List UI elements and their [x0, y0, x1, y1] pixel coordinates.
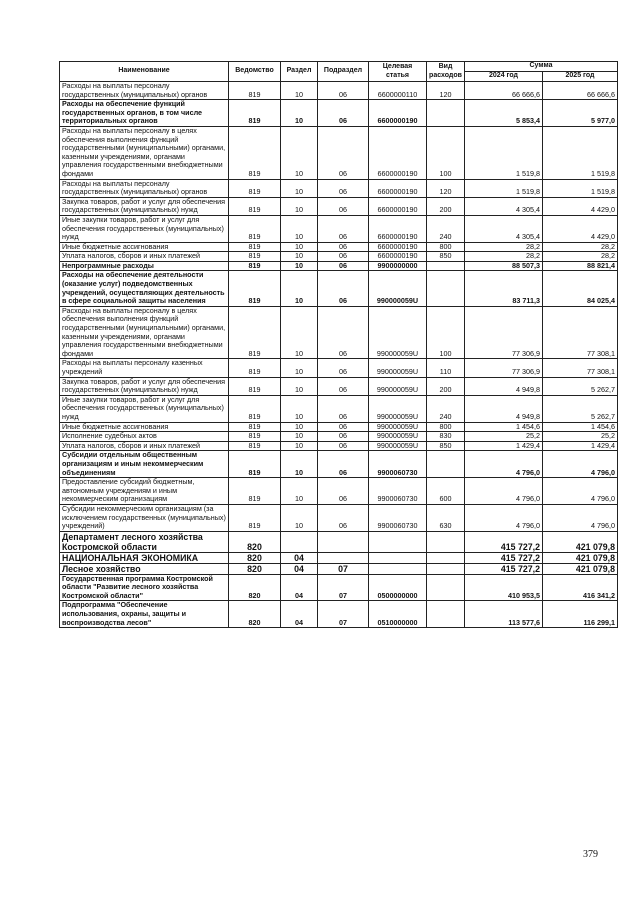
row-celevaya-statya: 9900000000	[369, 261, 427, 271]
row-vid-raskhodov: 200	[427, 197, 465, 215]
row-celevaya-statya: 990000059U	[369, 395, 427, 422]
row-vedomstvo: 820	[229, 552, 281, 563]
row-name: Иные бюджетные ассигнования	[60, 242, 229, 252]
row-celevaya-statya: 990000059U	[369, 377, 427, 395]
table-row	[60, 215, 618, 242]
table-row	[60, 478, 618, 505]
row-razdel	[281, 531, 318, 552]
row-name: Субсидии некоммерческим организациям (за исключением государственных (муниципальных) учреждений)	[60, 504, 229, 531]
row-sum-2024: 1 454,6	[465, 422, 543, 432]
row-sum-2024: 28,2	[465, 252, 543, 262]
row-sum-2025: 1 519,8	[543, 126, 618, 179]
row-razdel: 10	[281, 478, 318, 505]
row-celevaya-statya: 9900060730	[369, 504, 427, 531]
row-vedomstvo: 819	[229, 242, 281, 252]
row-celevaya-statya: 9900060730	[369, 478, 427, 505]
row-sum-2024: 4 796,0	[465, 451, 543, 478]
row-razdel: 10	[281, 271, 318, 306]
row-sum-2025: 421 079,8	[543, 552, 618, 563]
row-razdel: 10	[281, 179, 318, 197]
row-vid-raskhodov	[427, 531, 465, 552]
col-header-razdel: Раздел	[281, 62, 318, 82]
row-celevaya-statya: 0500000000	[369, 574, 427, 601]
row-razdel: 10	[281, 252, 318, 262]
row-vid-raskhodov: 100	[427, 306, 465, 359]
row-sum-2025: 5 977,0	[543, 100, 618, 127]
row-vedomstvo: 819	[229, 478, 281, 505]
table-row	[60, 601, 618, 628]
header-row	[60, 62, 618, 72]
row-vedomstvo: 820	[229, 574, 281, 601]
row-sum-2025: 5 262,7	[543, 395, 618, 422]
row-sum-2024: 4 796,0	[465, 504, 543, 531]
row-vedomstvo: 819	[229, 395, 281, 422]
row-name: Расходы на выплаты персоналу в целях обеспечения выполнения функций государственными (муниципальными) органами, казенными учреждениями, органами управления государственными внебюджетными фондами	[60, 306, 229, 359]
row-razdel: 10	[281, 395, 318, 422]
row-celevaya-statya	[369, 563, 427, 574]
row-sum-2025: 84 025,4	[543, 271, 618, 306]
row-name: Расходы на выплаты персоналу казенных учреждений	[60, 359, 229, 377]
row-name: Расходы на выплаты персоналу государственных (муниципальных) органов	[60, 82, 229, 100]
row-celevaya-statya: 990000059U	[369, 441, 427, 451]
row-vid-raskhodov: 800	[427, 422, 465, 432]
row-sum-2024: 415 727,2	[465, 531, 543, 552]
row-razdel: 10	[281, 422, 318, 432]
row-vedomstvo: 819	[229, 359, 281, 377]
row-razdel: 10	[281, 261, 318, 271]
row-celevaya-statya: 6600000190	[369, 252, 427, 262]
row-vid-raskhodov: 630	[427, 504, 465, 531]
table-row	[60, 451, 618, 478]
row-vid-raskhodov	[427, 271, 465, 306]
row-vid-raskhodov: 240	[427, 395, 465, 422]
row-vedomstvo: 819	[229, 377, 281, 395]
row-vid-raskhodov: 110	[427, 359, 465, 377]
row-sum-2025: 421 079,8	[543, 531, 618, 552]
row-name: Расходы на выплаты персоналу в целях обеспечения выполнения функций государственными (муниципальными) органами, казенными учреждениями, органами управления государственными внебюджетными фондами	[60, 126, 229, 179]
row-podrazdel: 06	[318, 377, 369, 395]
row-vedomstvo: 819	[229, 100, 281, 127]
row-podrazdel: 06	[318, 261, 369, 271]
row-podrazdel: 06	[318, 126, 369, 179]
row-sum-2025: 1 454,6	[543, 422, 618, 432]
row-vid-raskhodov: 800	[427, 242, 465, 252]
row-vedomstvo: 819	[229, 215, 281, 242]
table-row	[60, 422, 618, 432]
table-row	[60, 242, 618, 252]
row-podrazdel: 06	[318, 197, 369, 215]
row-vedomstvo: 819	[229, 441, 281, 451]
row-podrazdel: 06	[318, 82, 369, 100]
row-sum-2024: 1 429,4	[465, 441, 543, 451]
row-name: Предоставление субсидий бюджетным, автономным учреждениям и иным некоммерческим организациям	[60, 478, 229, 505]
row-vid-raskhodov: 600	[427, 478, 465, 505]
row-celevaya-statya: 9900060730	[369, 451, 427, 478]
row-sum-2024: 4 305,4	[465, 215, 543, 242]
table-row	[60, 574, 618, 601]
row-podrazdel: 06	[318, 306, 369, 359]
row-vid-raskhodov	[427, 451, 465, 478]
row-podrazdel: 06	[318, 271, 369, 306]
row-vid-raskhodov: 830	[427, 432, 465, 442]
row-name: Расходы на обеспечение деятельности (оказание услуг) подведомственных учреждений, осуществляющих деятельность в сфере социальной защиты населения	[60, 271, 229, 306]
row-sum-2024: 4 949,8	[465, 377, 543, 395]
row-sum-2025: 4 796,0	[543, 478, 618, 505]
row-sum-2024: 4 305,4	[465, 197, 543, 215]
table-row	[60, 395, 618, 422]
row-vedomstvo: 819	[229, 451, 281, 478]
row-vid-raskhodov	[427, 100, 465, 127]
row-sum-2025: 77 308,1	[543, 359, 618, 377]
row-razdel: 04	[281, 552, 318, 563]
table-row	[60, 552, 618, 563]
row-vedomstvo: 819	[229, 432, 281, 442]
row-vedomstvo: 819	[229, 197, 281, 215]
row-podrazdel: 06	[318, 359, 369, 377]
row-sum-2024: 88 507,3	[465, 261, 543, 271]
row-podrazdel: 06	[318, 179, 369, 197]
row-sum-2025: 25,2	[543, 432, 618, 442]
col-header-celevaya: Целевая статья	[369, 62, 427, 82]
row-name: Лесное хозяйство	[60, 563, 229, 574]
row-vedomstvo: 820	[229, 601, 281, 628]
row-vid-raskhodov: 850	[427, 252, 465, 262]
row-razdel: 04	[281, 563, 318, 574]
row-sum-2024: 415 727,2	[465, 563, 543, 574]
row-sum-2024: 410 953,5	[465, 574, 543, 601]
row-sum-2025: 88 821,4	[543, 261, 618, 271]
row-celevaya-statya: 6600000190	[369, 215, 427, 242]
row-sum-2024: 25,2	[465, 432, 543, 442]
row-podrazdel: 07	[318, 574, 369, 601]
row-name: Уплата налогов, сборов и иных платежей	[60, 252, 229, 262]
row-name: НАЦИОНАЛЬНАЯ ЭКОНОМИКА	[60, 552, 229, 563]
table-row	[60, 531, 618, 552]
row-vedomstvo: 819	[229, 252, 281, 262]
page-number: 379	[583, 849, 598, 860]
table-row	[60, 179, 618, 197]
row-sum-2025: 416 341,2	[543, 574, 618, 601]
table-row	[60, 197, 618, 215]
row-vedomstvo: 819	[229, 126, 281, 179]
row-celevaya-statya: 6600000190	[369, 179, 427, 197]
row-celevaya-statya: 990000059U	[369, 432, 427, 442]
row-sum-2025: 1 429,4	[543, 441, 618, 451]
row-podrazdel: 06	[318, 252, 369, 262]
row-podrazdel: 06	[318, 395, 369, 422]
row-sum-2025: 66 666,6	[543, 82, 618, 100]
row-razdel: 10	[281, 215, 318, 242]
table-row	[60, 441, 618, 451]
row-name: Закупка товаров, работ и услуг для обеспечения государственных (муниципальных) нужд	[60, 377, 229, 395]
table-row	[60, 359, 618, 377]
row-vedomstvo: 819	[229, 306, 281, 359]
row-name: Исполнение судебных актов	[60, 432, 229, 442]
row-vedomstvo: 819	[229, 422, 281, 432]
row-sum-2024: 66 666,6	[465, 82, 543, 100]
row-sum-2025: 421 079,8	[543, 563, 618, 574]
row-name: Иные закупки товаров, работ и услуг для обеспечения государственных (муниципальных) нужд	[60, 215, 229, 242]
row-razdel: 10	[281, 82, 318, 100]
row-celevaya-statya: 0510000000	[369, 601, 427, 628]
row-vid-raskhodov	[427, 574, 465, 601]
row-razdel: 10	[281, 504, 318, 531]
table-body	[60, 82, 618, 628]
row-sum-2025: 4 796,0	[543, 451, 618, 478]
row-razdel: 10	[281, 197, 318, 215]
row-sum-2024: 5 853,4	[465, 100, 543, 127]
row-name: Расходы на обеспечение функций государственных органов, в том числе территориальных органов	[60, 100, 229, 127]
col-header-summa: Сумма	[465, 62, 618, 72]
row-razdel: 10	[281, 432, 318, 442]
row-vid-raskhodov	[427, 563, 465, 574]
col-header-vedomstvo: Ведомство	[229, 62, 281, 82]
row-razdel: 10	[281, 126, 318, 179]
row-vedomstvo: 819	[229, 179, 281, 197]
row-podrazdel: 06	[318, 451, 369, 478]
row-razdel: 10	[281, 441, 318, 451]
table-row	[60, 82, 618, 100]
col-header-name: Наименование	[60, 62, 229, 82]
row-celevaya-statya: 6600000110	[369, 82, 427, 100]
row-podrazdel	[318, 531, 369, 552]
row-name: Уплата налогов, сборов и иных платежей	[60, 441, 229, 451]
row-sum-2024: 1 519,8	[465, 179, 543, 197]
row-podrazdel: 06	[318, 215, 369, 242]
row-name: Субсидии отдельным общественным организациям и иным некоммерческим объединениям	[60, 451, 229, 478]
row-sum-2024: 4 796,0	[465, 478, 543, 505]
row-vid-raskhodov: 850	[427, 441, 465, 451]
col-header-2025: 2025 год	[543, 72, 618, 82]
row-name: Непрограммные расходы	[60, 261, 229, 271]
row-podrazdel: 06	[318, 441, 369, 451]
table-row	[60, 563, 618, 574]
row-sum-2025: 28,2	[543, 242, 618, 252]
row-name: Иные бюджетные ассигнования	[60, 422, 229, 432]
row-podrazdel: 06	[318, 100, 369, 127]
row-vedomstvo: 820	[229, 563, 281, 574]
row-sum-2025: 5 262,7	[543, 377, 618, 395]
row-vid-raskhodov: 100	[427, 126, 465, 179]
row-razdel: 10	[281, 100, 318, 127]
row-vedomstvo: 819	[229, 271, 281, 306]
table-row	[60, 261, 618, 271]
row-name: Закупка товаров, работ и услуг для обеспечения государственных (муниципальных) нужд	[60, 197, 229, 215]
row-vid-raskhodov	[427, 261, 465, 271]
row-celevaya-statya: 990000059U	[369, 359, 427, 377]
row-vid-raskhodov	[427, 552, 465, 563]
row-sum-2024: 28,2	[465, 242, 543, 252]
row-razdel: 04	[281, 601, 318, 628]
table-row	[60, 306, 618, 359]
table-row	[60, 504, 618, 531]
row-name: Расходы на выплаты персоналу государственных (муниципальных) органов	[60, 179, 229, 197]
row-razdel: 10	[281, 242, 318, 252]
row-celevaya-statya: 990000059U	[369, 271, 427, 306]
row-sum-2025: 4 429,0	[543, 197, 618, 215]
row-celevaya-statya: 6600000190	[369, 242, 427, 252]
row-razdel: 04	[281, 574, 318, 601]
table-row	[60, 377, 618, 395]
row-vid-raskhodov	[427, 601, 465, 628]
row-vid-raskhodov: 200	[427, 377, 465, 395]
row-vid-raskhodov: 120	[427, 179, 465, 197]
row-vedomstvo: 820	[229, 531, 281, 552]
table-row	[60, 432, 618, 442]
row-celevaya-statya: 990000059U	[369, 306, 427, 359]
row-name: Государственная программа Костромской области "Развитие лесного хозяйства Костромской области"	[60, 574, 229, 601]
row-sum-2024: 4 949,8	[465, 395, 543, 422]
table-row	[60, 100, 618, 127]
row-sum-2024: 83 711,3	[465, 271, 543, 306]
row-name: Департамент лесного хозяйства Костромской области	[60, 531, 229, 552]
row-podrazdel: 06	[318, 504, 369, 531]
row-celevaya-statya	[369, 531, 427, 552]
row-vedomstvo: 819	[229, 504, 281, 531]
row-sum-2024: 77 306,9	[465, 306, 543, 359]
row-celevaya-statya: 6600000190	[369, 197, 427, 215]
row-podrazdel: 06	[318, 432, 369, 442]
row-razdel: 10	[281, 451, 318, 478]
col-header-vid: Вид расходов	[427, 62, 465, 82]
row-podrazdel: 07	[318, 601, 369, 628]
row-podrazdel: 07	[318, 563, 369, 574]
table-row	[60, 271, 618, 306]
row-sum-2024: 77 306,9	[465, 359, 543, 377]
row-name: Подпрограмма "Обеспечение использования, охраны, защиты и воспроизводства лесов"	[60, 601, 229, 628]
row-razdel: 10	[281, 377, 318, 395]
table-row	[60, 252, 618, 262]
row-sum-2024: 415 727,2	[465, 552, 543, 563]
col-header-podrazdel: Подраздел	[318, 62, 369, 82]
row-celevaya-statya: 6600000190	[369, 126, 427, 179]
row-vedomstvo: 819	[229, 82, 281, 100]
row-razdel: 10	[281, 306, 318, 359]
row-sum-2025: 28,2	[543, 252, 618, 262]
col-header-2024: 2024 год	[465, 72, 543, 82]
row-celevaya-statya	[369, 552, 427, 563]
row-podrazdel	[318, 552, 369, 563]
budget-table	[59, 61, 618, 628]
row-sum-2025: 4 796,0	[543, 504, 618, 531]
row-sum-2025: 4 429,0	[543, 215, 618, 242]
row-sum-2025: 1 519,8	[543, 179, 618, 197]
row-vedomstvo: 819	[229, 261, 281, 271]
row-razdel: 10	[281, 359, 318, 377]
row-name: Иные закупки товаров, работ и услуг для обеспечения государственных (муниципальных) нужд	[60, 395, 229, 422]
table-row	[60, 126, 618, 179]
row-sum-2024: 113 577,6	[465, 601, 543, 628]
row-sum-2025: 77 308,1	[543, 306, 618, 359]
row-podrazdel: 06	[318, 478, 369, 505]
row-vid-raskhodov: 120	[427, 82, 465, 100]
row-sum-2025: 116 299,1	[543, 601, 618, 628]
row-vid-raskhodov: 240	[427, 215, 465, 242]
row-celevaya-statya: 990000059U	[369, 422, 427, 432]
row-sum-2024: 1 519,8	[465, 126, 543, 179]
row-podrazdel: 06	[318, 422, 369, 432]
row-podrazdel: 06	[318, 242, 369, 252]
row-celevaya-statya: 6600000190	[369, 100, 427, 127]
